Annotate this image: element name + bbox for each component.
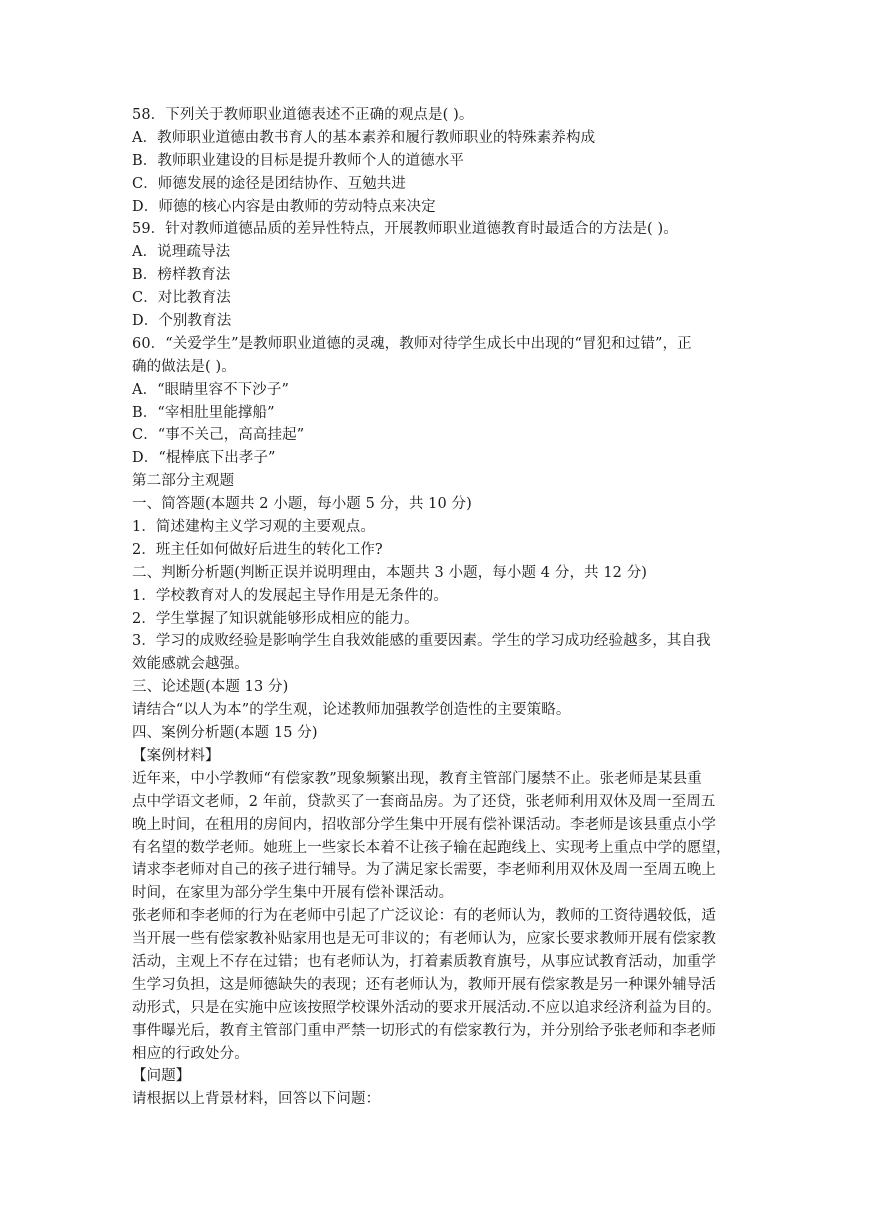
short-answer-question-1: 1．简述建构主义学习观的主要观点。 bbox=[132, 519, 375, 536]
question-60-stem-line1: 60．“关爱学生”是教师职业道德的灵魂，教师对待学生成长中出现的“冒犯和过错”，正 bbox=[132, 335, 692, 352]
case-paragraph-3-line2: 相应的行政处分。 bbox=[132, 1045, 249, 1062]
section-case-analysis-heading: 四、案例分析题(本题 15 分) bbox=[132, 725, 318, 742]
question-59-option-c: C．对比教育法 bbox=[132, 290, 231, 307]
question-60-option-d: D．“棍棒底下出孝子” bbox=[132, 450, 276, 467]
case-paragraph-1-line6: 时间，在家里为部分学生集中开展有偿补课活动。 bbox=[132, 885, 454, 902]
judgement-question-2: 2．学生掌握了知识就能够形成相应的能力。 bbox=[132, 610, 419, 627]
case-paragraph-1-line3: 晚上时间，在租用的房间内，招收部分学生集中开展有偿补课活动。李老师是该县重点小学 bbox=[132, 816, 716, 833]
case-paragraph-1-line2: 点中学语文老师，2 年前，贷款买了一套商品房。为了还贷，张老师利用双休及周一至周五 bbox=[132, 793, 716, 810]
question-label: 【问题】 bbox=[132, 1068, 191, 1085]
question-60-option-c: C．“事不关己，高高挂起” bbox=[132, 427, 305, 444]
judgement-question-1: 1．学校教育对人的发展起主导作用是无条件的。 bbox=[132, 587, 448, 604]
section-short-answer-heading: 一、简答题(本题共 2 小题，每小题 5 分，共 10 分) bbox=[132, 496, 472, 513]
case-paragraph-2-line4: 生学习负担，这是师德缺失的表现；还有老师认为，教师开展有偿家教是另一种课外辅导活 bbox=[132, 976, 716, 993]
case-paragraph-2-line3: 活动，主观上不存在过错；也有老师认为，打着素质教育旗号，从事应试教育活动，加重学 bbox=[132, 953, 716, 970]
question-59-stem: 59．针对教师道德品质的差异性特点，开展教师职业道德教育时最适合的方法是( )。 bbox=[132, 221, 678, 238]
case-paragraph-3-line1: 事件曝光后，教育主管部门重申严禁一切形式的有偿家教行为，并分别给予张老师和李老师 bbox=[132, 1022, 716, 1039]
question-60-option-a: A．“眼睛里容不下沙子” bbox=[132, 381, 289, 398]
section-judgement-heading: 二、判断分析题(判断正误并说明理由，本题共 3 小题，每小题 4 分，共 12 分) bbox=[132, 564, 648, 581]
question-60-stem-line2: 确的做法是( )。 bbox=[132, 358, 236, 375]
question-58-option-d: D．师德的核心内容是由教师的劳动特点来决定 bbox=[132, 198, 436, 215]
case-paragraph-1-line1: 近年来，中小学教师“有偿家教”现象频繁出现，教育主管部门屡禁不止。张老师是某县重 bbox=[132, 770, 702, 787]
question-58-option-c: C．师德发展的途径是团结协作、互勉共进 bbox=[132, 175, 406, 192]
case-paragraph-2-line1: 张老师和李老师的行为在老师中引起了广泛议论：有的老师认为，教师的工资待遇较低，适 bbox=[132, 908, 716, 925]
question-59-option-b: B．榜样教育法 bbox=[132, 267, 231, 284]
part-two-heading: 第二部分主观题 bbox=[132, 473, 235, 490]
case-paragraph-1-line5: 请求李老师对自己的孩子进行辅导。为了满足家长需要，李老师利用双休及周一至周五晚上 bbox=[132, 862, 716, 879]
short-answer-question-2: 2．班主任如何做好后进生的转化工作? bbox=[132, 541, 383, 558]
case-paragraph-1-line4: 有名望的数学老师。她班上一些家长本着不让孩子输在起跑线上、实现考上重点中学的愿望， bbox=[132, 839, 731, 856]
question-59-option-a: A．说理疏导法 bbox=[132, 244, 231, 261]
essay-question: 请结合“以人为本”的学生观，论述教师加强教学创造性的主要策略。 bbox=[132, 702, 571, 719]
judgement-question-3-line1: 3．学习的成败经验是影响学生自我效能感的重要因素。学生的学习成功经验越多，其自我 bbox=[132, 633, 711, 650]
case-paragraph-2-line5: 动形式，只是在实施中应该按照学校课外活动的要求开展活动.不应以追求经济利益为目的。 bbox=[132, 999, 721, 1016]
section-essay-heading: 三、论述题(本题 13 分) bbox=[132, 679, 289, 696]
question-60-option-b: B．“宰相肚里能撑船” bbox=[132, 404, 275, 421]
case-material-label: 【案例材料】 bbox=[132, 747, 220, 764]
question-58-stem: 58．下列关于教师职业道德表述不正确的观点是( )。 bbox=[132, 107, 474, 123]
question-instruction: 请根据以上背景材料，回答以下问题： bbox=[132, 1091, 381, 1108]
case-paragraph-2-line2: 当开展一些有偿家教补贴家用也是无可非议的；有老师认为，应家长要求教师开展有偿家教 bbox=[132, 931, 716, 948]
question-58-option-a: A．教师职业道德由教书育人的基本素养和履行教师职业的特殊素养构成 bbox=[132, 129, 596, 146]
question-58-option-b: B．教师职业建设的目标是提升教师个人的道德水平 bbox=[132, 152, 464, 169]
judgement-question-3-line2: 效能感就会越强。 bbox=[132, 656, 249, 673]
question-59-option-d: D．个别教育法 bbox=[132, 313, 232, 330]
document-page bbox=[132, 104, 740, 1111]
